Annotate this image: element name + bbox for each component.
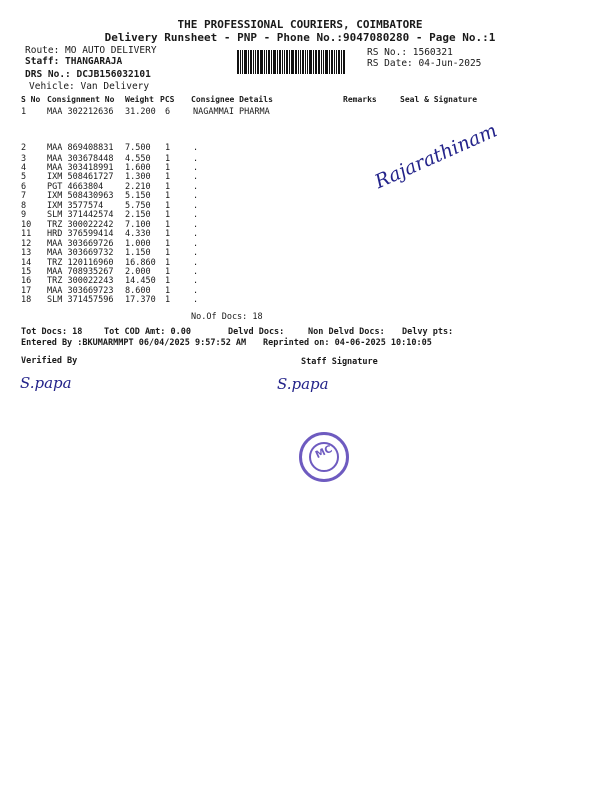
cell-sno: 4 (21, 163, 27, 173)
cell-weight: 5.150 (125, 191, 151, 201)
cell-consignment: MAA 708935267 (47, 267, 114, 277)
cell-consignee: . (193, 210, 199, 220)
reprinted-on: Reprinted on: 04-06-2025 10:10:05 (263, 338, 432, 348)
cell-sno: 14 (21, 258, 32, 268)
cell-weight: 8.600 (125, 286, 151, 296)
drs-number: DRS No.: DCJB156032101 (25, 69, 151, 80)
cell-pcs: 1 (165, 220, 171, 230)
vehicle-label: Vehicle: Van Delivery (29, 81, 150, 92)
cell-consignment: HRD 376599414 (47, 229, 114, 239)
delvy-pts: Delvy pts: (402, 327, 454, 337)
cell-weight: 16.860 (125, 258, 156, 268)
route-label: Route: MO AUTO DELIVERY (25, 45, 157, 56)
cell-consignment: MAA 303669726 (47, 239, 114, 249)
cell-consignee: . (193, 154, 199, 164)
cell-pcs: 1 (165, 210, 171, 220)
cell-weight: 5.750 (125, 201, 151, 211)
cell-consignment: IXM 3577574 (47, 201, 104, 211)
non-delvd-docs: Non Delvd Docs: (308, 327, 385, 337)
cell-weight: 17.370 (125, 295, 156, 305)
cell-sno: 12 (21, 239, 32, 249)
cell-sno: 18 (21, 295, 32, 305)
cell-weight: 2.000 (125, 267, 151, 277)
table-row (0, 107, 600, 118)
cell-pcs: 1 (165, 229, 171, 239)
cell-consignment: MAA 302212636 (47, 107, 114, 117)
cell-pcs: 1 (165, 248, 171, 258)
cell-sno: 11 (21, 229, 32, 239)
cell-consignee: . (193, 182, 199, 192)
cell-pcs: 1 (165, 182, 171, 192)
cell-sno: 5 (21, 172, 27, 182)
delvd-docs: Delvd Docs: (228, 327, 285, 337)
cell-pcs: 1 (165, 154, 171, 164)
cell-consignee: . (193, 239, 199, 249)
cell-sno: 13 (21, 248, 32, 258)
cell-consignment: MAA 303669732 (47, 248, 114, 258)
cell-sno: 3 (21, 154, 27, 164)
cell-consignee: . (193, 229, 199, 239)
cell-pcs: 1 (165, 286, 171, 296)
cell-consignee: . (193, 220, 199, 230)
cell-consignee: . (193, 258, 199, 268)
staff-label: Staff: THANGARAJA (25, 56, 123, 67)
no-of-docs: No.Of Docs: 18 (191, 312, 263, 322)
barcode (237, 50, 361, 74)
col-remarks: Remarks (343, 95, 377, 104)
cell-sno: 15 (21, 267, 32, 277)
table-row (0, 295, 600, 306)
cell-sno: 7 (21, 191, 27, 201)
rs-date: RS Date: 04-Jun-2025 (367, 58, 482, 69)
cell-consignment: TRZ 300022243 (47, 276, 114, 286)
cell-pcs: 1 (165, 163, 171, 173)
cell-pcs: 1 (165, 191, 171, 201)
cell-pcs: 1 (165, 239, 171, 249)
cell-weight: 7.100 (125, 220, 151, 230)
cell-sno: 17 (21, 286, 32, 296)
cell-consignee: . (193, 267, 199, 277)
cell-weight: 2.210 (125, 182, 151, 192)
cell-weight: 7.500 (125, 143, 151, 153)
cell-weight: 1.150 (125, 248, 151, 258)
cell-consignment: PGT 4663804 (47, 182, 104, 192)
cell-sno: 2 (21, 143, 27, 153)
col-seal-signature: Seal & Signature (400, 95, 478, 104)
cell-weight: 14.450 (125, 276, 156, 286)
cell-weight: 4.330 (125, 229, 151, 239)
cell-sno: 9 (21, 210, 27, 220)
cell-weight: 1.000 (125, 239, 151, 249)
cell-consignee: . (193, 172, 199, 182)
cell-consignment: SLM 371457596 (47, 295, 114, 305)
cell-consignee: . (193, 248, 199, 258)
stamp-text: MC (313, 443, 335, 462)
cell-consignment: TRZ 300022242 (47, 220, 114, 230)
cell-consignee: . (193, 163, 199, 173)
cell-consignee: . (193, 191, 199, 201)
rs-number: RS No.: 1560321 (367, 47, 453, 58)
cell-sno: 8 (21, 201, 27, 211)
tot-docs: Tot Docs: 18 (21, 327, 83, 337)
cell-pcs: 1 (165, 143, 171, 153)
tot-cod-amt: Tot COD Amt: 0.00 (104, 327, 191, 337)
staff-signature: S.papa (277, 375, 329, 393)
cell-sno: 16 (21, 276, 32, 286)
cell-consignee: . (193, 143, 199, 153)
cell-consignment: MAA 303678448 (47, 154, 114, 164)
table-row (0, 143, 600, 154)
col-weight: Weight (125, 95, 154, 104)
col-consignment: Consignment No (47, 95, 115, 104)
cell-pcs: 1 (165, 276, 171, 286)
col-consignee: Consignee Details (191, 95, 273, 104)
cell-weight: 1.600 (125, 163, 151, 173)
cell-consignee: . (193, 276, 199, 286)
cell-sno: 6 (21, 182, 27, 192)
company-name: THE PROFESSIONAL COURIERS, COIMBATORE (177, 18, 423, 31)
cell-consignee: NAGAMMAI PHARMA (193, 107, 270, 117)
verified-signature: S.papa (20, 374, 72, 392)
col-sno: S No (21, 95, 41, 104)
cell-consignment: SLM 371442574 (47, 210, 114, 220)
cell-pcs: 1 (165, 201, 171, 211)
cell-weight: 2.150 (125, 210, 151, 220)
cell-pcs: 1 (165, 267, 171, 277)
cell-consignment: IXM 508461727 (47, 172, 114, 182)
cell-pcs: 6 (165, 107, 171, 117)
cell-weight: 1.300 (125, 172, 151, 182)
staff-signature-label: Staff Signature (301, 357, 378, 367)
cell-weight: 31.200 (125, 107, 156, 117)
cell-pcs: 1 (165, 295, 171, 305)
cell-consignment: IXM 508430963 (47, 191, 114, 201)
office-stamp (299, 432, 349, 482)
cell-consignment: MAA 303669723 (47, 286, 114, 296)
runsheet-title: Delivery Runsheet - PNP - Phone No.:9047080280 - Page No.:1 (104, 31, 496, 44)
cell-sno: 10 (21, 220, 32, 230)
cell-consignment: TRZ 120116960 (47, 258, 114, 268)
col-pcs: PCS (160, 95, 175, 104)
cell-consignment: MAA 869408831 (47, 143, 114, 153)
cell-sno: 1 (21, 107, 27, 117)
cell-pcs: 1 (165, 258, 171, 268)
cell-pcs: 1 (165, 172, 171, 182)
cell-consignee: . (193, 201, 199, 211)
handwritten-signature: Rajarathinam (371, 119, 501, 194)
entered-by: Entered By :BKUMARMMPT 06/04/2025 9:57:52 AM (21, 338, 247, 348)
cell-consignee: . (193, 286, 199, 296)
verified-by-label: Verified By (21, 356, 78, 366)
cell-weight: 4.550 (125, 154, 151, 164)
cell-consignee: . (193, 295, 199, 305)
cell-consignment: MAA 303418991 (47, 163, 114, 173)
